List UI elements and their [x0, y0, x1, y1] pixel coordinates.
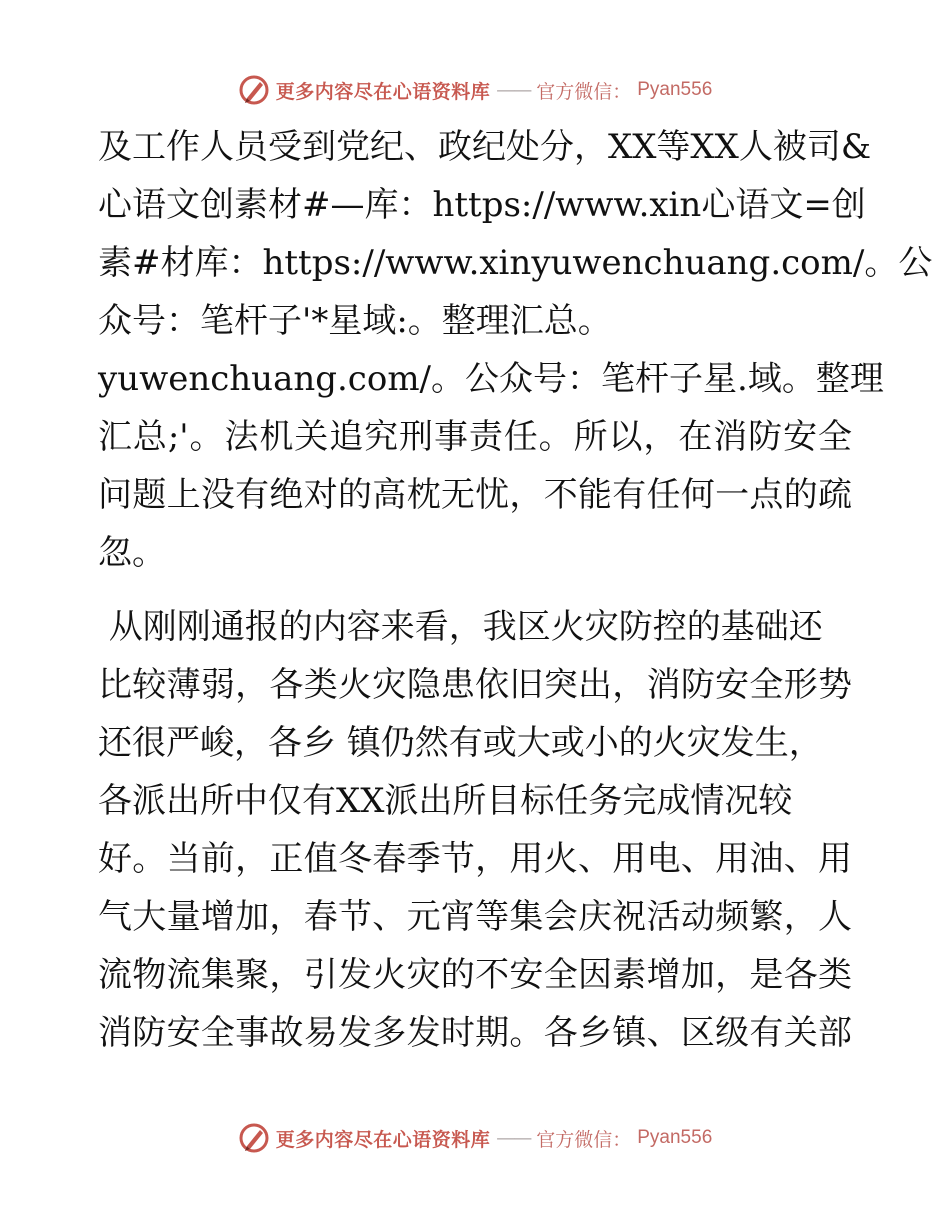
text-line: 众号：笔杆子'*星域:。整理汇总。 [98, 301, 612, 341]
header-dash: —— [496, 79, 531, 101]
footer-wechat-label: 官方微信： [536, 1128, 632, 1151]
footer-dash: —— [496, 1127, 531, 1149]
text-line: 好。当前，正值冬春季节，用火、用电、用油、用 [98, 839, 852, 879]
text-line: 还很严峻，各乡 镇仍然有或大或小的火灾发生， [98, 723, 823, 763]
text-line: 忽。 [98, 533, 166, 573]
header-brand-text: 更多内容尽在心语资料库 [275, 80, 491, 103]
document-body [98, 118, 933, 1062]
text-line: 流物流集聚，引发火灾的不安全因素增加，是各类 [98, 955, 852, 995]
text-line: yuwenchuang.com/。公众号：笔杆子星.域。整理 [98, 359, 884, 399]
header-wechat-account: Pyan556 [637, 79, 713, 100]
pen-logo-icon [238, 74, 270, 106]
text-line: 问题上没有绝对的高枕无忧，不能有任何一点的疏 [98, 475, 852, 515]
text-line: 从刚刚通报的内容来看，我区火灾防控的基础还 [98, 607, 823, 647]
text-line: 各派出所中仅有XX派出所目标任务完成情况较 [98, 781, 793, 821]
text-line: 汇总;'。法机关追究刑事责任。所以，在消防安全 [98, 417, 852, 457]
footer-banner [0, 1118, 950, 1158]
paragraph-1 [98, 118, 933, 582]
text-line: 气大量增加，春节、元宵等集会庆祝活动频繁，人 [98, 897, 852, 937]
paragraph-2 [98, 598, 852, 1062]
text-line: 心语文创素材#—库：https://www.xin心语文=创 [98, 185, 866, 225]
pen-logo-icon [238, 1122, 270, 1154]
footer-wechat-account: Pyan556 [637, 1127, 713, 1148]
text-line: 消防安全事故易发多发时期。各乡镇、区级有关部 [98, 1013, 852, 1053]
footer-brand-text: 更多内容尽在心语资料库 [275, 1128, 491, 1151]
header-wechat-label: 官方微信： [536, 80, 632, 103]
text-line: 比较薄弱，各类火灾隐患依旧突出，消防安全形势 [98, 665, 852, 705]
text-line: 素#材库：https://www.xinyuwenchuang.com/。公 [98, 243, 933, 283]
header-banner [0, 70, 950, 110]
text-line: 及工作人员受到党纪、政纪处分，XX等XX人被司& [98, 127, 872, 167]
